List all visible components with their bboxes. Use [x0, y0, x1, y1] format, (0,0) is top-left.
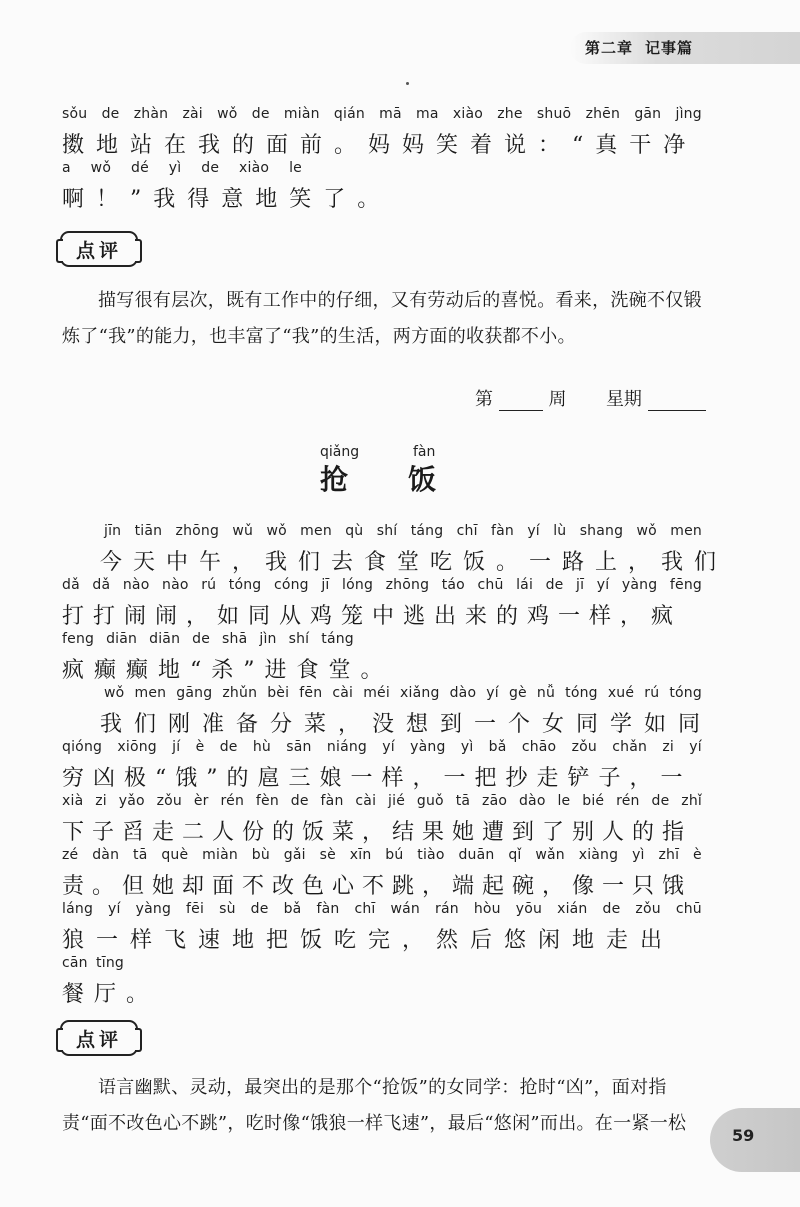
pinyin-syllable: de	[651, 793, 670, 809]
pinyin-syllable: zhī	[658, 847, 680, 863]
pinyin-syllable: tiào	[417, 847, 445, 863]
pinyin-syllable: xiǎng	[400, 685, 440, 701]
pinyin-syllable: yì	[460, 739, 474, 755]
pinyin-syllable: wǔ	[232, 523, 254, 539]
pinyin-syllable: hù	[252, 739, 272, 755]
pinyin-syllable: gān	[634, 106, 662, 122]
pinyin-syllable: wǒ	[266, 523, 287, 539]
hanzi-line: 啊！”我得意地笑了。	[62, 187, 392, 212]
pinyin-syllable: fēng	[669, 577, 702, 593]
pinyin-syllable: jī	[321, 577, 330, 593]
page-number: 59	[732, 1126, 755, 1145]
pinyin-syllable: tiān	[134, 523, 163, 539]
pinyin-syllable: méi	[363, 685, 390, 701]
pinyin-line	[62, 793, 702, 809]
pinyin-syllable: sè	[319, 847, 336, 863]
pinyin-syllable: bèi	[267, 685, 290, 701]
pinyin-syllable: de	[101, 106, 120, 122]
pinyin-syllable: xīn	[349, 847, 372, 863]
pinyin-syllable: zi	[95, 793, 107, 809]
pinyin-syllable: lái	[516, 577, 534, 593]
pinyin-syllable: sù	[219, 901, 236, 917]
pinyin-line	[62, 160, 302, 176]
pinyin-syllable: men	[134, 685, 167, 701]
pinyin-syllable: zǒu	[635, 901, 661, 917]
review-label: 点评	[60, 1020, 138, 1056]
pinyin-syllable: feng	[62, 631, 95, 647]
week-prefix: 第	[475, 389, 493, 410]
pinyin-syllable: yōu	[515, 901, 543, 917]
pinyin-syllable: de	[201, 160, 220, 176]
pinyin-syllable: men	[670, 523, 702, 539]
pinyin-syllable: niáng	[326, 739, 368, 755]
pinyin-syllable: mā	[379, 106, 402, 122]
pinyin-syllable: miàn	[283, 106, 320, 122]
pinyin-syllable: táng	[321, 631, 354, 647]
pinyin-syllable: diān	[106, 631, 138, 647]
pinyin-syllable: zhōng	[385, 577, 430, 593]
pinyin-syllable: chū	[675, 901, 702, 917]
hanzi-line: 我们刚准备分菜，没想到一个女同学如同	[100, 712, 713, 737]
chapter-number: 第二章	[585, 39, 634, 57]
pinyin-line	[104, 523, 702, 539]
pinyin-syllable: è	[693, 847, 702, 863]
pinyin-syllable: xiàng	[578, 847, 619, 863]
pinyin-syllable: shí	[376, 523, 398, 539]
pinyin-syllable: jìn	[259, 631, 277, 647]
pinyin-syllable: jīn	[104, 523, 122, 539]
pinyin-syllable: dàn	[92, 847, 120, 863]
pinyin-syllable: dǎ	[62, 577, 80, 593]
pinyin-syllable: táo	[441, 577, 465, 593]
pinyin-syllable: wǎn	[535, 847, 565, 863]
pinyin-syllable: xué	[607, 685, 635, 701]
pinyin-syllable: tā	[133, 847, 148, 863]
pinyin-syllable: tóng	[565, 685, 598, 701]
pinyin-syllable: tā	[455, 793, 471, 809]
pinyin-syllable: yàng	[135, 901, 172, 917]
chapter-header	[585, 34, 693, 62]
pinyin-syllable: yì	[168, 160, 182, 176]
pinyin-line	[104, 685, 702, 701]
pinyin-syllable: le	[557, 793, 571, 809]
title-char-2: 饭	[408, 463, 437, 496]
pinyin-syllable: shā	[222, 631, 248, 647]
hanzi-line: 今天中午，我们去食堂吃饭。一路上，我们	[100, 550, 728, 575]
pinyin-syllable: chāo	[521, 739, 557, 755]
pinyin-syllable: zāo	[482, 793, 508, 809]
chapter-section: 记事篇	[645, 39, 694, 57]
pinyin-syllable: diān	[149, 631, 181, 647]
title-char-1: 抢	[320, 463, 349, 496]
hanzi-line: 疯癫癫地“杀”进食堂。	[62, 658, 393, 683]
pinyin-syllable: wǒ	[217, 106, 238, 122]
pinyin-syllable: nǚ	[536, 685, 556, 701]
hanzi-line: 狼一样飞速地把饭吃完，然后悠闲地走出	[62, 928, 675, 953]
pinyin-syllable: fàn	[316, 901, 340, 917]
pinyin-syllable: xià	[62, 793, 84, 809]
pinyin-syllable: bú	[385, 847, 404, 863]
weekday-label: 星期	[605, 389, 642, 410]
pinyin-syllable: zhǐ	[681, 793, 702, 809]
hanzi-line: 打打闹闹，如同从鸡笼中逃出来的鸡一样，疯	[62, 604, 683, 629]
hanzi-line: 餐厅。	[62, 982, 159, 1007]
pinyin-syllable: ma	[416, 106, 439, 122]
pinyin-syllable: wǒ	[90, 160, 112, 176]
pinyin-syllable: wán	[390, 901, 421, 917]
pinyin-syllable: tóng	[669, 685, 702, 701]
pinyin-syllable: sǒu	[62, 106, 88, 122]
pinyin-syllable: xián	[557, 901, 588, 917]
pinyin-syllable: chī	[354, 901, 376, 917]
pinyin-syllable: yàng	[621, 577, 658, 593]
pinyin-syllable: dào	[518, 793, 546, 809]
pinyin-syllable: tóng	[228, 577, 262, 593]
pinyin-syllable: men	[300, 523, 332, 539]
hanzi-line: 擞地站在我的面前。妈妈笑着说：“真干净	[62, 133, 698, 158]
pinyin-syllable: cài	[332, 685, 354, 701]
pinyin-syllable: yí	[527, 523, 540, 539]
pinyin-syllable: rú	[201, 577, 217, 593]
pinyin-syllable: gǎi	[283, 847, 306, 863]
pinyin-syllable: de	[251, 106, 270, 122]
pinyin-syllable: zhe	[497, 106, 523, 122]
pinyin-syllable: cài	[355, 793, 377, 809]
pinyin-syllable: yí	[596, 577, 610, 593]
pinyin-syllable: rú	[644, 685, 660, 701]
pinyin-syllable: dǎ	[92, 577, 111, 593]
pinyin-syllable: jié	[388, 793, 406, 809]
pinyin-syllable: cóng	[273, 577, 309, 593]
pinyin-syllable: yí	[108, 901, 121, 917]
pinyin-syllable: zhēn	[585, 106, 621, 122]
pinyin-syllable: a	[62, 160, 71, 176]
pinyin-syllable: wǒ	[636, 523, 657, 539]
pinyin-syllable: è	[195, 739, 205, 755]
pinyin-syllable: nào	[122, 577, 150, 593]
pinyin-syllable: qù	[345, 523, 364, 539]
pinyin-syllable: hòu	[473, 901, 501, 917]
pinyin-syllable: qióng	[62, 739, 103, 755]
pinyin-line	[62, 631, 354, 647]
week-day-fill-line	[475, 385, 706, 411]
pinyin-line	[62, 955, 124, 971]
pinyin-syllable: fēi	[186, 901, 205, 917]
review-comment: 语言幽默、灵动，最突出的是那个“抢饭”的女同学：抢时“凶”，面对指责“面不改色心不跳”，吃时像“饿狼一样飞速”，最后“悠闲”而出。在一紧一松	[62, 1077, 687, 1134]
pinyin-syllable: de	[192, 631, 211, 647]
pinyin-syllable: shí	[288, 631, 310, 647]
pinyin-syllable: táng	[410, 523, 444, 539]
pinyin-line	[62, 847, 702, 863]
pinyin-syllable: gè	[508, 685, 527, 701]
pinyin-syllable: tīng	[96, 955, 124, 971]
pinyin-syllable: bù	[251, 847, 270, 863]
pinyin-syllable: què	[161, 847, 189, 863]
pinyin-syllable: fèn	[255, 793, 279, 809]
week-mid: 周	[548, 389, 567, 410]
pinyin-syllable: jìng	[675, 106, 702, 122]
pinyin-syllable: fàn	[491, 523, 514, 539]
pinyin-syllable: èr	[193, 793, 209, 809]
pinyin-syllable: qǐ	[508, 847, 522, 863]
review-label: 点评	[60, 231, 138, 267]
pinyin-syllable: de	[250, 901, 269, 917]
pinyin-syllable: jí	[172, 739, 181, 755]
pinyin-line	[62, 106, 702, 122]
pinyin-syllable: zǒu	[156, 793, 182, 809]
scan-dot	[406, 82, 409, 85]
pinyin-syllable: shuō	[536, 106, 572, 122]
pinyin-syllable: xiōng	[117, 739, 157, 755]
pinyin-syllable: yàng	[410, 739, 446, 755]
pinyin-syllable: chū	[477, 577, 504, 593]
pinyin-syllable: gāng	[176, 685, 213, 701]
hanzi-line: 穷凶极“饿”的扈三娘一样，一把抄走铲子，一	[62, 766, 692, 791]
pinyin-syllable: bǎ	[488, 739, 507, 755]
pinyin-syllable: lóng	[342, 577, 374, 593]
pinyin-syllable: qián	[333, 106, 365, 122]
pinyin-syllable: jī	[576, 577, 585, 593]
pinyin-syllable: wǒ	[104, 685, 125, 701]
pinyin-syllable: de	[290, 793, 309, 809]
review-comment: 描写很有层次，既有工作中的仔细，又有劳动后的喜悦。看来，洗碗不仅锻炼了“我”的能力，也丰富了“我”的生活，两方面的收获都不小。	[62, 290, 702, 347]
pinyin-syllable: xiào	[239, 160, 270, 176]
pinyin-syllable: dào	[449, 685, 477, 701]
pinyin-syllable: zài	[182, 106, 203, 122]
pinyin-syllable: de	[219, 739, 238, 755]
pinyin-syllable: rén	[616, 793, 640, 809]
pinyin-syllable: zhōng	[175, 523, 220, 539]
pinyin-syllable: guǒ	[416, 793, 444, 809]
pinyin-line	[62, 739, 702, 755]
pinyin-syllable: dé	[130, 160, 149, 176]
pinyin-line	[62, 901, 702, 917]
pinyin-syllable: zi	[662, 739, 674, 755]
pinyin-syllable: fàn	[320, 793, 344, 809]
pinyin-syllable: shang	[579, 523, 624, 539]
pinyin-syllable: zǒu	[571, 739, 597, 755]
pinyin-syllable: yì	[632, 847, 645, 863]
pinyin-syllable: bǎ	[283, 901, 302, 917]
pinyin-syllable: nào	[162, 577, 189, 593]
title-pinyin-1: qiǎng	[320, 444, 360, 460]
page-number-tab	[710, 1108, 800, 1172]
pinyin-syllable: chǎn	[612, 739, 648, 755]
pinyin-syllable: fēn	[299, 685, 323, 701]
week-blank[interactable]	[499, 392, 543, 411]
pinyin-syllable: duān	[458, 847, 495, 863]
pinyin-syllable: chī	[456, 523, 478, 539]
pinyin-syllable: zhǔn	[222, 685, 258, 701]
pinyin-syllable: lù	[553, 523, 567, 539]
hanzi-line: 下子舀走二人份的饭菜，结果她遭到了别人的指	[62, 820, 693, 845]
pinyin-syllable: cān	[62, 955, 88, 971]
pinyin-syllable: xiào	[452, 106, 484, 122]
pinyin-syllable: rén	[220, 793, 245, 809]
pinyin-syllable: miàn	[202, 847, 238, 863]
title-pinyin-2: fàn	[413, 444, 436, 460]
pinyin-syllable: yǎo	[118, 793, 145, 809]
pinyin-syllable: zhàn	[133, 106, 169, 122]
pinyin-syllable: yí	[689, 739, 702, 755]
hanzi-line: 责。但她却面不改色心不跳，端起碗，像一只饿	[62, 874, 693, 899]
pinyin-syllable: láng	[62, 901, 94, 917]
pinyin-syllable: yí	[486, 685, 499, 701]
pinyin-syllable: le	[289, 160, 302, 176]
pinyin-syllable: bié	[582, 793, 605, 809]
pinyin-syllable: de	[545, 577, 564, 593]
pinyin-syllable: yí	[382, 739, 395, 755]
pinyin-syllable: rán	[435, 901, 459, 917]
pinyin-line	[62, 577, 702, 593]
pinyin-syllable: de	[602, 901, 621, 917]
pinyin-syllable: sān	[286, 739, 312, 755]
weekday-blank[interactable]	[648, 392, 706, 411]
pinyin-syllable: zé	[62, 847, 79, 863]
